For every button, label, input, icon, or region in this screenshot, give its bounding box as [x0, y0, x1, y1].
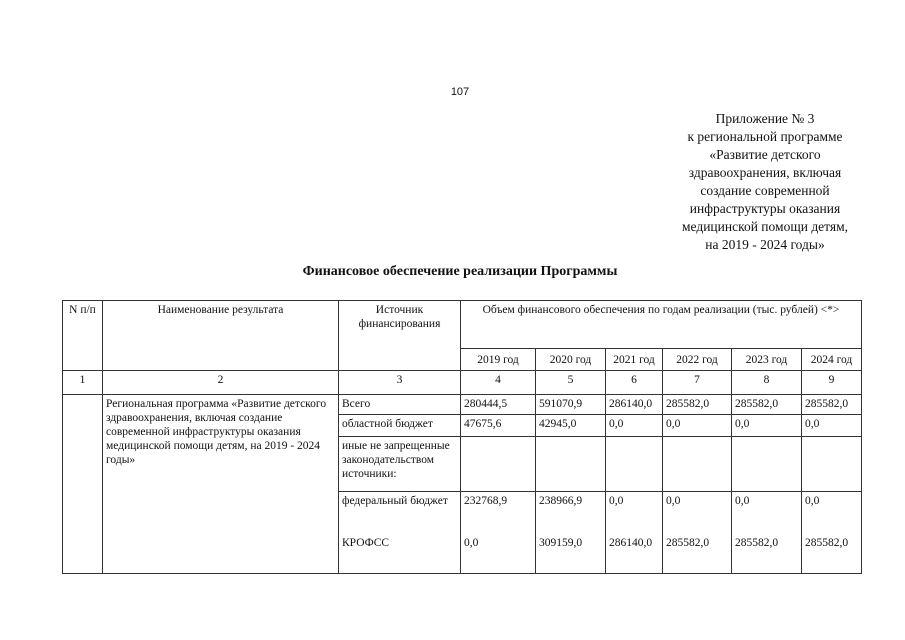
appendix-block — [655, 110, 875, 254]
appendix-line: на 2019 - 2024 годы» — [705, 237, 825, 252]
column-number: 9 — [802, 371, 862, 395]
value-cell — [732, 437, 802, 492]
value-cell: 0,0 — [606, 492, 663, 534]
row-number-cell — [63, 395, 103, 574]
value-cell: 286140,0 — [606, 395, 663, 415]
column-number: 7 — [663, 371, 732, 395]
appendix-line: «Развитие детского — [709, 147, 821, 162]
source-cell: иные не запрещенные законодательством источники: — [339, 437, 461, 492]
value-cell: 285582,0 — [732, 395, 802, 415]
value-cell — [802, 437, 862, 492]
financing-table — [62, 300, 862, 574]
source-cell: областной бюджет — [339, 415, 461, 437]
appendix-line: здравоохранения, включая — [688, 165, 842, 180]
value-cell: 285582,0 — [732, 534, 802, 574]
header-year: 2020 год — [536, 349, 606, 371]
value-cell: 0,0 — [802, 415, 862, 437]
value-cell: 285582,0 — [802, 395, 862, 415]
header-result-name: Наименование результата — [103, 301, 339, 371]
header-year: 2021 год — [606, 349, 663, 371]
appendix-line: медицинской помощи детям, — [681, 219, 849, 234]
header-source: Источник финансирования — [339, 301, 461, 371]
result-name-cell: Региональная программа «Развитие детского здравоохранения, включая создание современной инфраструктуры оказания медицинской помощи детям, на 2019 - 2024 годы» — [103, 395, 339, 574]
value-cell — [606, 437, 663, 492]
value-cell — [536, 437, 606, 492]
appendix-line: создание современной — [700, 183, 830, 198]
value-cell: 285582,0 — [802, 534, 862, 574]
column-number: 1 — [63, 371, 103, 395]
table-row — [63, 395, 862, 415]
column-number: 4 — [461, 371, 536, 395]
value-cell — [461, 437, 536, 492]
source-cell: КРОФСС — [339, 534, 461, 574]
value-cell: 285582,0 — [663, 395, 732, 415]
column-number: 3 — [339, 371, 461, 395]
column-number: 8 — [732, 371, 802, 395]
column-number: 6 — [606, 371, 663, 395]
value-cell: 0,0 — [663, 492, 732, 534]
value-cell: 280444,5 — [461, 395, 536, 415]
source-cell: федеральный бюджет — [339, 492, 461, 534]
value-cell: 47675,6 — [461, 415, 536, 437]
value-cell: 0,0 — [606, 415, 663, 437]
value-cell: 238966,9 — [536, 492, 606, 534]
page-number: 107 — [450, 86, 470, 98]
appendix-line: к региональной программе — [687, 129, 843, 144]
header-year: 2024 год — [802, 349, 862, 371]
appendix-line: Приложение № 3 — [715, 111, 815, 126]
value-cell: 0,0 — [802, 492, 862, 534]
column-number: 5 — [536, 371, 606, 395]
header-volume: Объем финансового обеспечения по годам реализации (тыс. рублей) <*> — [461, 301, 862, 349]
value-cell — [663, 437, 732, 492]
value-cell: 0,0 — [732, 492, 802, 534]
header-num: N п/п — [63, 301, 103, 371]
value-cell: 309159,0 — [536, 534, 606, 574]
source-cell: Всего — [339, 395, 461, 415]
value-cell: 0,0 — [663, 415, 732, 437]
value-cell: 591070,9 — [536, 395, 606, 415]
header-year: 2022 год — [663, 349, 732, 371]
header-year: 2023 год — [732, 349, 802, 371]
appendix-line: инфраструктуры оказания — [689, 201, 841, 216]
value-cell: 0,0 — [732, 415, 802, 437]
document-title: Финансовое обеспечение реализации Программы — [302, 264, 618, 279]
header-year: 2019 год — [461, 349, 536, 371]
value-cell: 42945,0 — [536, 415, 606, 437]
value-cell: 0,0 — [461, 534, 536, 574]
value-cell: 286140,0 — [606, 534, 663, 574]
value-cell: 232768,9 — [461, 492, 536, 534]
column-number: 2 — [103, 371, 339, 395]
value-cell: 285582,0 — [663, 534, 732, 574]
